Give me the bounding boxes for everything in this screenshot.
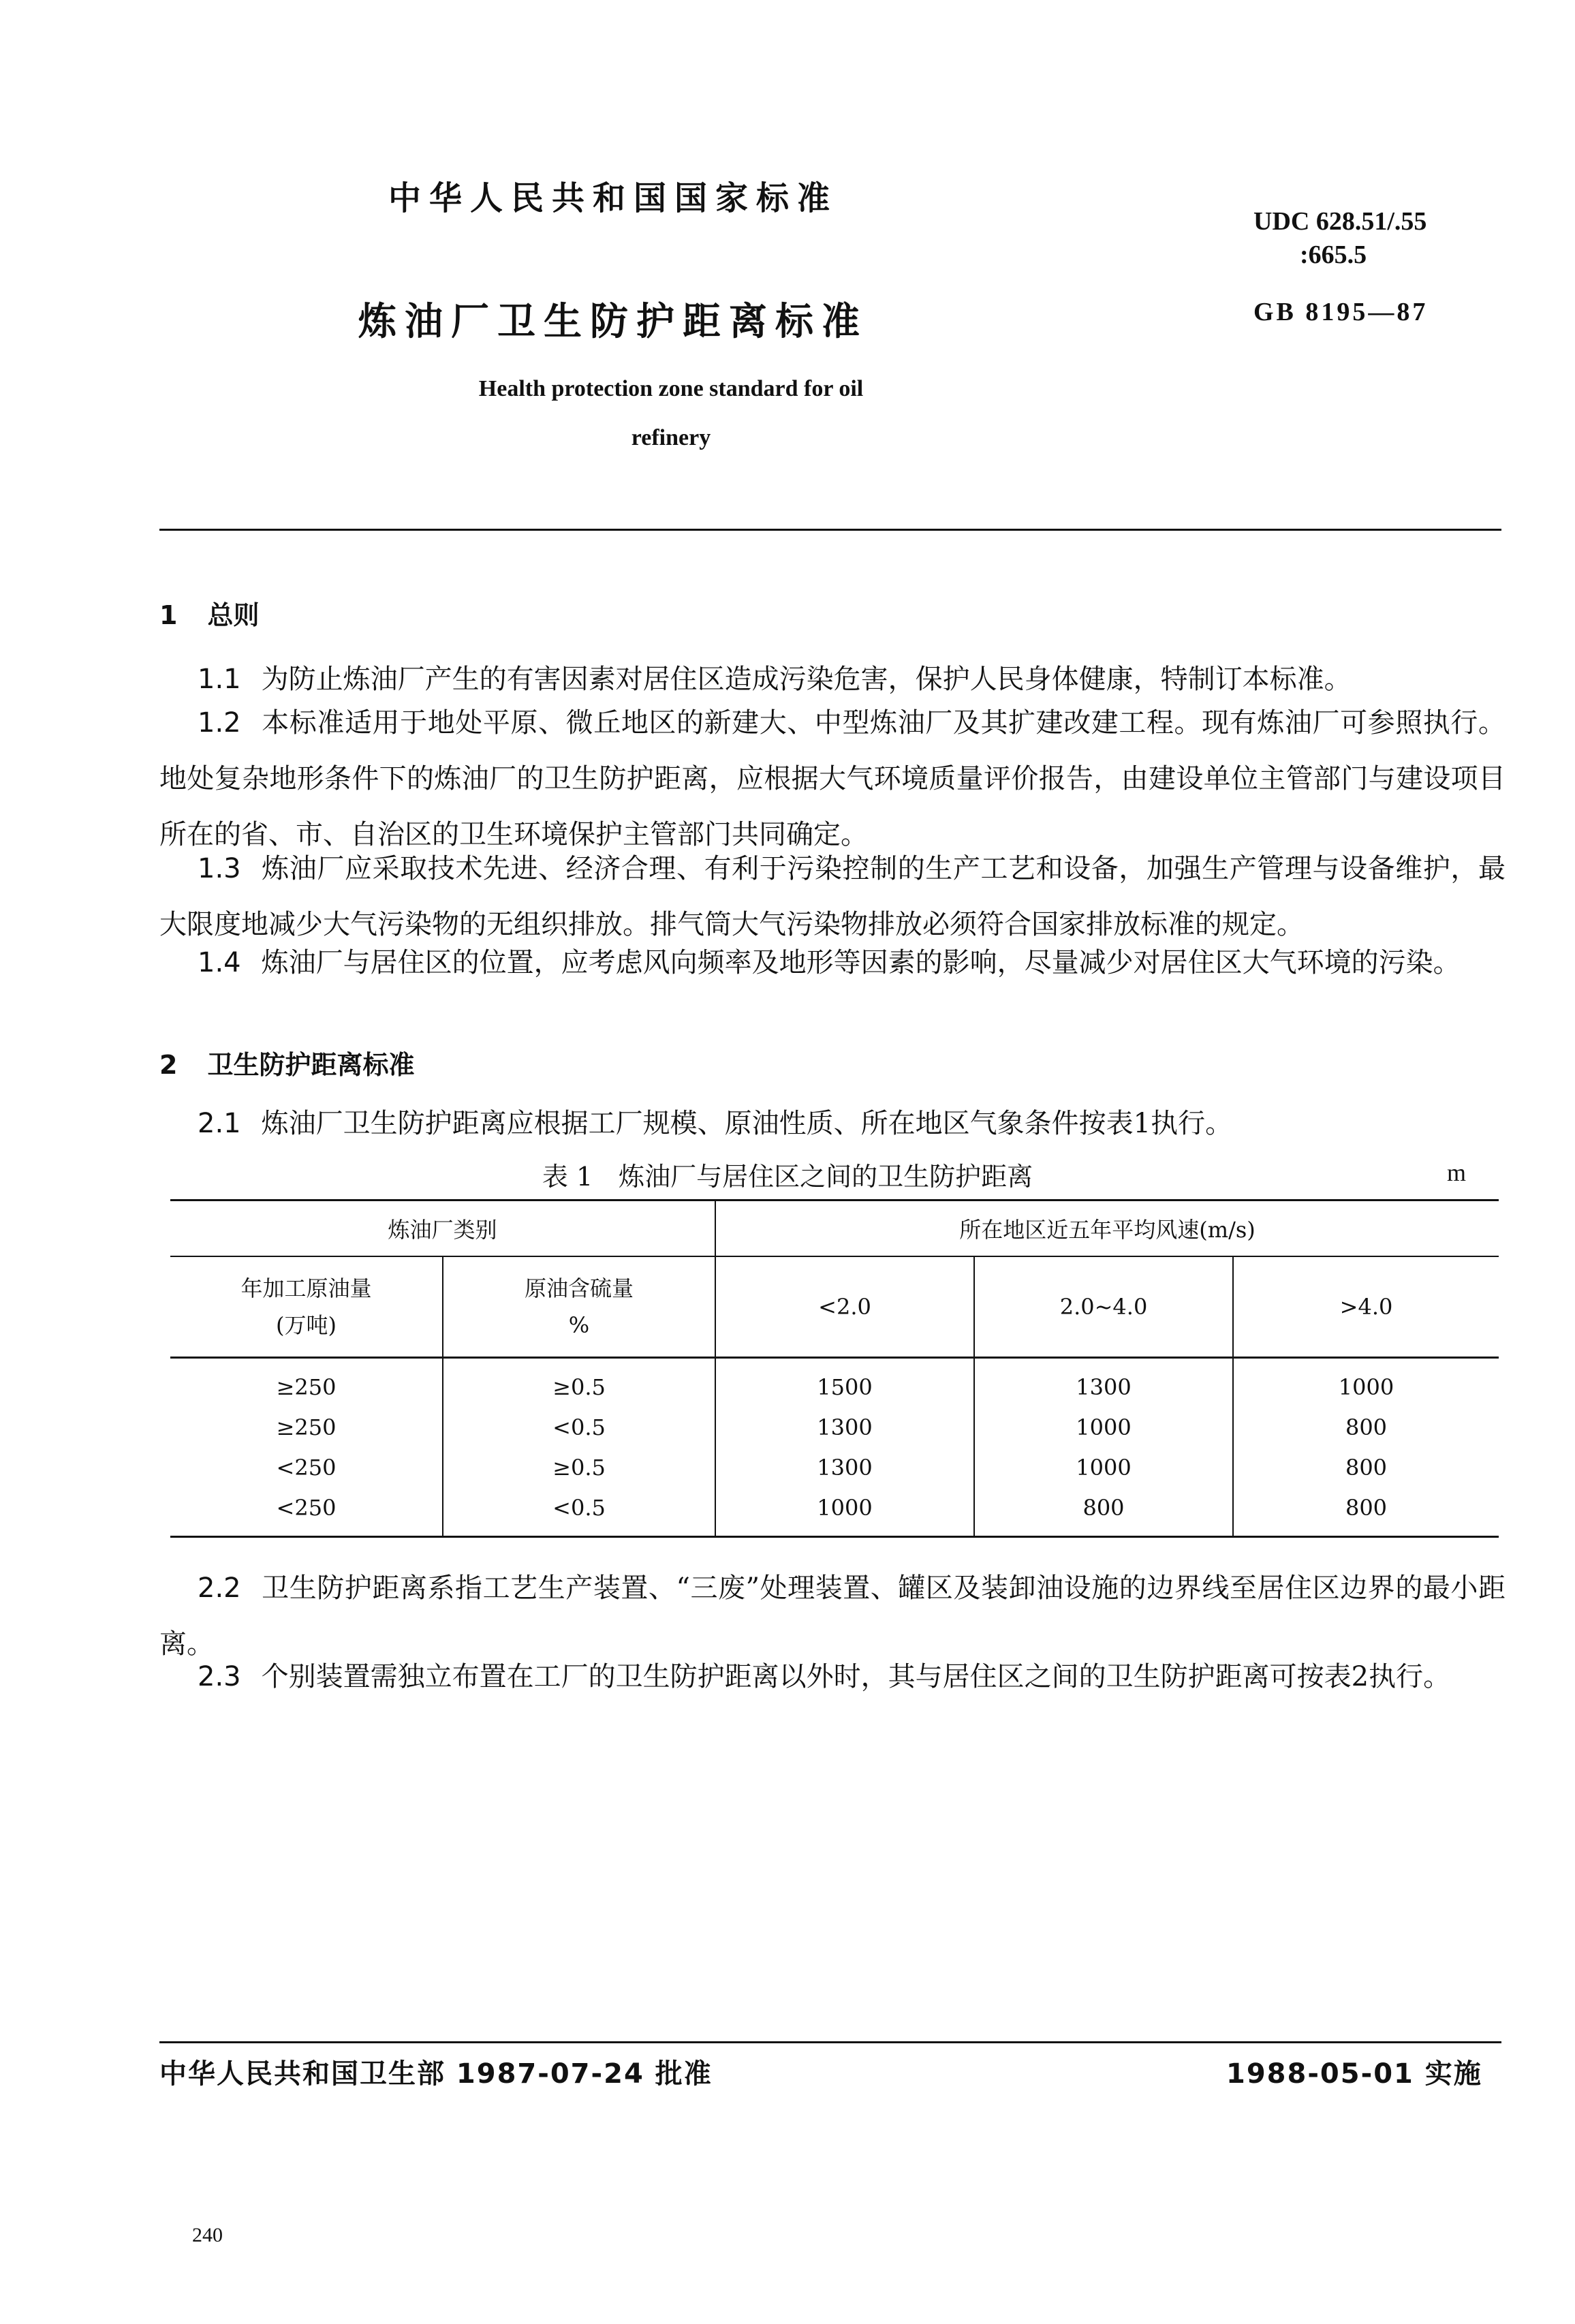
english-title-line1: Health protection zone standard for oil: [478, 376, 864, 401]
header-divider: [159, 529, 1501, 531]
footer-divider: [159, 2041, 1501, 2043]
cell-wind-high: 800: [1233, 1487, 1499, 1537]
section-title: 卫生防护距离标准: [207, 1050, 415, 1080]
cell-capacity: <250: [170, 1487, 443, 1537]
approval-line: 中华人民共和国卫生部 1987-07-24 批准: [159, 2058, 713, 2090]
issuer-title: 中华人民共和国国家标准: [388, 179, 838, 217]
clause-text: 个别装置需独立布置在工厂的卫生防护距离以外时，其与居住区之间的卫生防护距离可按表2执行。: [261, 1661, 1451, 1692]
clause-text: 炼油厂应采取技术先进、经济合理、有利于污染控制的生产工艺和设备，加强生产管理与设备维护，最大限度地减少大气污染物的无组织排放。排气筒大气污染物排放必须符合国家排放标准的规定。: [159, 853, 1506, 940]
cell-capacity: <250: [276, 1454, 337, 1481]
cell-sulfur: ≥0.5: [443, 1358, 715, 1408]
gb-standard-number: GB 8195—87: [1253, 298, 1429, 326]
clause-2-1: [159, 1096, 1506, 1151]
cell-wind-mid: 1300: [974, 1358, 1233, 1408]
clause-number: 2.3: [198, 1661, 241, 1692]
cell-wind-low: 1000: [715, 1487, 974, 1537]
table-row: [170, 1487, 1499, 1537]
section-number: 2: [159, 1050, 178, 1080]
english-title-line2: refinery: [631, 425, 711, 450]
header-wind-speed: 所在地区近五年平均风速(m/s): [715, 1200, 1499, 1257]
clause-1-4: [159, 935, 1506, 991]
cell-wind-high: 800: [1233, 1447, 1499, 1487]
section-2-heading: [159, 1044, 414, 1081]
clause-text: 炼油厂与居住区的位置，应考虑风向频率及地形等因素的影响，尽量减少对居住区大气环境的污染。: [261, 947, 1461, 978]
cell-wind-low: 1300: [715, 1447, 974, 1487]
header-refinery-category: 炼油厂类别: [170, 1200, 715, 1257]
header-capacity-line1: 年加工原油量: [240, 1275, 372, 1301]
clause-number: 1.1: [198, 664, 241, 695]
cell-wind-mid: 1000: [974, 1407, 1233, 1447]
standard-title: 炼油厂卫生防护距离标准: [358, 300, 868, 344]
clause-text: 卫生防护距离系指工艺生产装置、“三废”处理装置、罐区及装卸油设施的边界线至居住区边界的最小距离。: [159, 1572, 1506, 1660]
header-capacity-line2: (万吨): [276, 1312, 337, 1338]
table-row: [170, 1447, 1499, 1487]
table-unit: m: [1447, 1159, 1467, 1186]
header-wind-mid: 2.0~4.0: [974, 1256, 1233, 1358]
table-group-header-row: [170, 1200, 1499, 1257]
clause-text: 本标准适用于地处平原、微丘地区的新建大、中型炼油厂及其扩建改建工程。现有炼油厂可参照执行。地处复杂地形条件下的炼油厂的卫生防护距离，应根据大气环境质量评价报告，由建设单位主管部门与建设项目所在的省、市、自治区的卫生环境保护主管部门共同确定。: [159, 707, 1506, 850]
clause-1-2: [159, 695, 1506, 863]
cell-wind-high: 800: [1233, 1407, 1499, 1447]
table-caption: 表 1 炼油厂与居住区之间的卫生防护距离: [542, 1162, 1033, 1192]
page-number: 240: [192, 2224, 223, 2246]
cell-wind-low: 1500: [715, 1358, 974, 1408]
cell-wind-high: 1000: [1233, 1358, 1499, 1408]
protection-distance-table: [170, 1199, 1499, 1538]
clause-number: 1.4: [198, 947, 241, 978]
clause-2-3: [159, 1649, 1506, 1705]
clause-number: 1.2: [198, 707, 241, 739]
cell-capacity: ≥250: [276, 1414, 337, 1440]
clause-text: 为防止炼油厂产生的有害因素对居住区造成污染危害，保护人民身体健康，特制订本标准。: [261, 664, 1352, 695]
header-capacity: [170, 1256, 443, 1358]
cell-wind-low: 1300: [715, 1407, 974, 1447]
clause-text: 炼油厂卫生防护距离应根据工厂规模、原油性质、所在地区气象条件按表1执行。: [261, 1108, 1233, 1139]
udc-code-continued: :665.5: [1300, 241, 1367, 269]
clause-number: 1.3: [198, 853, 241, 884]
header-sulfur-line2: %: [568, 1312, 590, 1338]
header-wind-low: <2.0: [715, 1256, 974, 1358]
effective-date-line: 1988-05-01 实施: [1226, 2058, 1482, 2090]
table-row: [170, 1358, 1499, 1408]
table-column-header-row: [170, 1256, 1499, 1358]
cell-wind-mid: 1000: [974, 1447, 1233, 1487]
cell-sulfur: <0.5: [443, 1487, 715, 1537]
cell-sulfur: ≥0.5: [443, 1447, 715, 1487]
header-wind-high: >4.0: [1233, 1256, 1499, 1358]
section-number: 1: [159, 600, 178, 630]
cell-sulfur: <0.5: [443, 1407, 715, 1447]
udc-code: UDC 628.51/.55: [1253, 207, 1427, 236]
header-sulfur: [443, 1256, 715, 1358]
clause-number: 2.2: [198, 1572, 241, 1604]
clause-number: 2.1: [198, 1108, 241, 1139]
table-row: [170, 1407, 1499, 1447]
section-title: 总则: [207, 600, 260, 630]
header-sulfur-line1: 原油含硫量: [524, 1275, 634, 1301]
section-1-heading: [159, 594, 259, 632]
cell-wind-mid: 800: [974, 1487, 1233, 1537]
cell-capacity: ≥250: [276, 1374, 337, 1400]
